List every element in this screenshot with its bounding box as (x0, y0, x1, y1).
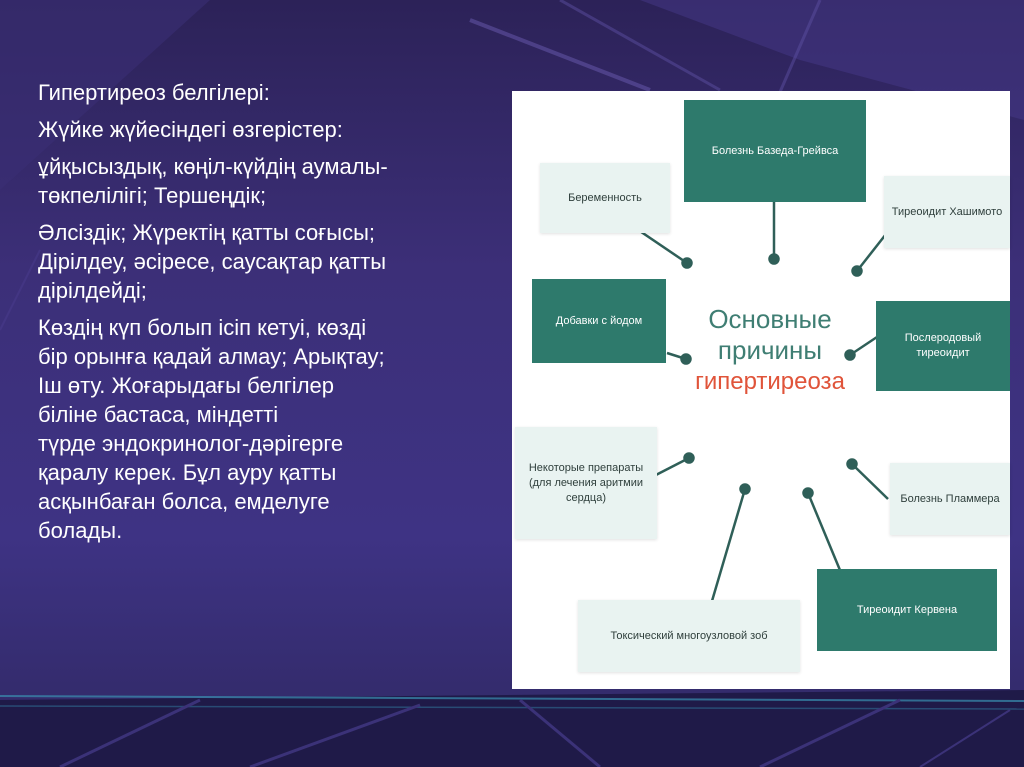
node-graves-disease (684, 100, 866, 202)
text-line: ұйқысыздық, көңіл-күйдің аумалы- (38, 154, 388, 179)
text-line: Көздің күп болып ісіп кетуі, көзді (38, 315, 367, 340)
node-postpartum-thyroiditis (876, 301, 1010, 391)
paragraph-1 (38, 152, 508, 210)
node-pregnancy (540, 163, 670, 233)
paragraph-3 (38, 313, 508, 545)
text-line: Іш өту. Жоғарыдағы белгілер (38, 373, 335, 398)
paragraph-2 (38, 218, 508, 305)
causes-diagram (512, 91, 1010, 689)
center-title-line: причины (717, 335, 823, 365)
node-de-quervain-thyroiditis (817, 569, 997, 651)
symptoms-text (38, 78, 508, 553)
text-line: қаралу керек. Бұл ауру қатты (38, 460, 337, 485)
node-label: Болезнь Базеда-Грейвса (711, 144, 839, 157)
node-label: (для лечения аритмии (528, 476, 644, 489)
node-label: сердца) (566, 491, 606, 504)
text-line: біліне бастаса, міндетті (38, 402, 279, 427)
node-hashimoto-thyroiditis (884, 176, 1010, 248)
node-some-drugs (515, 427, 657, 539)
node-iodine-supplements (532, 279, 666, 363)
heading: Гипертиреоз белгілері: (38, 80, 270, 105)
center-title (690, 304, 850, 397)
node-label: Послеродовый (904, 332, 982, 344)
node-label: Тиреоидит Кервена (856, 603, 958, 616)
text-line: дірілдейді; (38, 278, 147, 303)
text-line: асқынбаған болса, емделуге (38, 489, 330, 514)
node-label: Токсический многоузловой зоб (610, 629, 768, 642)
node-plummer-disease (890, 463, 1010, 535)
node-toxic-multinodular-goiter (578, 600, 800, 672)
text-line: Әлсіздік; Жүректің қатты соғысы; (38, 220, 376, 245)
center-title-line: Основные (708, 304, 832, 334)
node-label: Добавки с йодом (555, 314, 643, 327)
text-line: төкпелілігі; Тершеңдік; (38, 183, 267, 208)
text-line: Дірілдеу, әсіресе, саусақтар қатты (38, 249, 387, 274)
subheading: Жүйке жүйесіндегі өзгерістер: (38, 117, 343, 142)
node-label: тиреоидит (916, 347, 970, 359)
node-label: Болезнь Пламмера (900, 492, 1000, 505)
node-label: Беременность (568, 191, 642, 204)
center-title-highlight: гипертиреоза (695, 368, 845, 395)
text-line: болады. (38, 518, 123, 543)
text-line: түрде эндокринолог-дәрігерге (38, 431, 344, 456)
node-label: Некоторые препараты (528, 461, 644, 474)
node-label: Тиреоидит Хашимото (891, 205, 1003, 218)
text-line: бір орынға қадай алмау; Арықтау; (38, 344, 385, 369)
